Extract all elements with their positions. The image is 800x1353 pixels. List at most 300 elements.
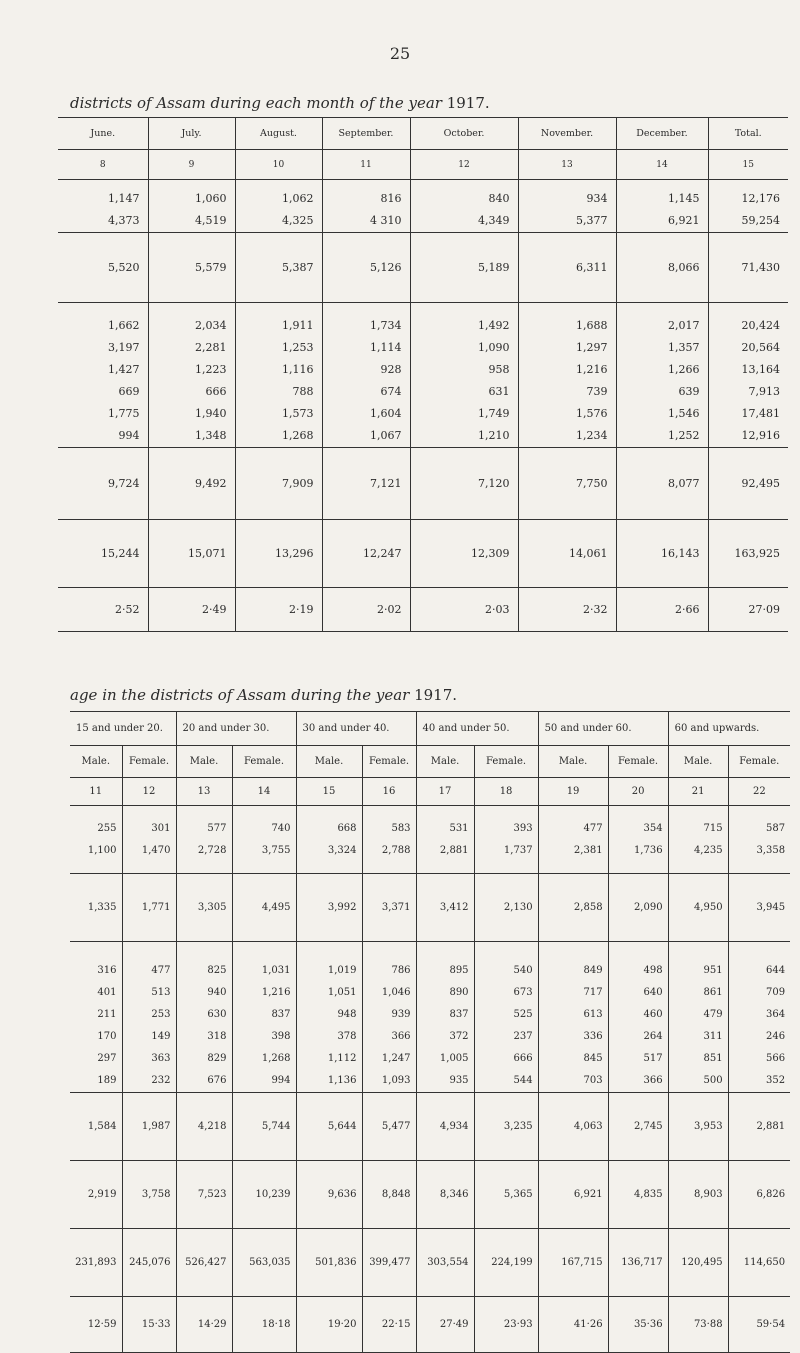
sex-header: Male.: [416, 746, 474, 778]
cell-value: 10,239: [255, 1189, 291, 1200]
column-number: 12: [410, 150, 518, 180]
table-cell: [58, 233, 148, 303]
table-cell: [410, 588, 518, 632]
cell-value: 1,252: [668, 429, 700, 442]
cell-value: 1,019: [327, 965, 357, 976]
cell-value: 35·36: [633, 1319, 663, 1330]
cell-value: 1,005: [439, 1053, 469, 1064]
cell-value: 311: [703, 1031, 723, 1042]
table-cell: [538, 1093, 608, 1161]
cell-value: 825: [207, 965, 227, 976]
table-cell: [538, 1297, 608, 1353]
cell-value: 739: [586, 385, 608, 398]
cell-value: 709: [765, 987, 786, 998]
table-cell: [728, 942, 790, 1093]
table-cell: [176, 1297, 232, 1353]
cell-value: 837: [271, 1009, 291, 1020]
column-header: December.: [616, 118, 708, 150]
table-cell: [176, 942, 232, 1093]
table-cell: [608, 806, 668, 874]
table-cell: [232, 1297, 296, 1353]
page-number: 25: [389, 44, 411, 63]
cell-value: 669: [118, 385, 140, 398]
cell-value: 2·32: [583, 603, 608, 616]
cell-value: 513: [151, 987, 171, 998]
cell-value: 5,477: [381, 1121, 411, 1132]
table-row-group: [70, 1229, 790, 1297]
cell-value: 5,387: [282, 261, 314, 274]
cell-value: 895: [449, 965, 469, 976]
cell-value: 1,268: [282, 429, 314, 442]
cell-value: 303,554: [427, 1257, 469, 1268]
cell-value: 1,662: [108, 319, 140, 332]
cell-value: 544: [513, 1075, 533, 1086]
cell-value: 364: [765, 1009, 786, 1020]
cell-value: 3,953: [693, 1121, 723, 1132]
table2-heading-text: age in the districts of Assam during the year: [70, 686, 410, 704]
cell-value: 27·49: [439, 1319, 469, 1330]
sex-header: Male.: [70, 746, 122, 778]
table-cell: [362, 1161, 416, 1229]
cell-value: 7,909: [282, 477, 314, 490]
cell-value: 1,223: [195, 363, 227, 376]
table-cell: [148, 180, 235, 233]
cell-value: 3,324: [327, 845, 357, 856]
cell-value: 673: [513, 987, 533, 998]
cell-value: 1,210: [478, 429, 510, 442]
cell-value: 786: [391, 965, 411, 976]
age-group-header: 60 and upwards.: [668, 712, 790, 746]
cell-value: 1,348: [195, 429, 227, 442]
cell-value: 668: [337, 823, 357, 834]
cell-value: 4,519: [195, 214, 227, 227]
cell-value: 9,636: [327, 1189, 357, 1200]
cell-value: 5,365: [503, 1189, 533, 1200]
age-group-header: 15 and under 20.: [70, 712, 176, 746]
cell-value: 1,031: [261, 965, 291, 976]
cell-value: 4,934: [439, 1121, 469, 1132]
cell-value: 2,034: [195, 319, 227, 332]
table-cell: [474, 1161, 538, 1229]
cell-value: 703: [583, 1075, 603, 1086]
table-cell: [416, 806, 474, 874]
cell-value: 1,067: [370, 429, 402, 442]
cell-value: 715: [703, 823, 723, 834]
table1-heading-text: districts of Assam during each month of the year: [70, 94, 442, 112]
cell-value: 12·59: [87, 1319, 117, 1330]
cell-value: 15·33: [141, 1319, 171, 1330]
column-number: 10: [235, 150, 322, 180]
table-cell: [362, 874, 416, 942]
column-header: Total.: [708, 118, 788, 150]
column-number: 19: [538, 778, 608, 806]
cell-value: 640: [643, 987, 663, 998]
cell-value: 845: [583, 1053, 603, 1064]
cell-value: 4,235: [693, 845, 723, 856]
table-cell: [668, 806, 728, 874]
column-number: 15: [296, 778, 362, 806]
cell-value: 1,987: [141, 1121, 171, 1132]
cell-value: 613: [583, 1009, 603, 1020]
cell-value: 59,254: [741, 214, 780, 227]
cell-value: 170: [97, 1031, 117, 1042]
cell-value: 245,076: [129, 1257, 171, 1268]
table-cell: [538, 942, 608, 1093]
cell-value: 4,218: [197, 1121, 227, 1132]
cell-value: 666: [513, 1053, 533, 1064]
cell-value: 2·49: [202, 603, 227, 616]
cell-value: 7,523: [197, 1189, 227, 1200]
table-cell: [728, 1161, 790, 1229]
age-group-header: 20 and under 30.: [176, 712, 296, 746]
cell-value: 136,717: [621, 1257, 663, 1268]
column-number: 16: [362, 778, 416, 806]
table-cell: [518, 588, 616, 632]
cell-value: 851: [703, 1053, 723, 1064]
table-cell: [322, 303, 410, 448]
cell-value: 1,051: [327, 987, 357, 998]
cell-value: 861: [703, 987, 723, 998]
table-cell: [232, 1161, 296, 1229]
cell-value: 1,268: [261, 1053, 291, 1064]
cell-value: 3,371: [381, 902, 411, 913]
column-number: 15: [708, 150, 788, 180]
cell-value: 5,744: [261, 1121, 291, 1132]
cell-value: 73·88: [693, 1319, 723, 1330]
cell-value: 1,093: [381, 1075, 411, 1086]
cell-value: 2·03: [485, 603, 510, 616]
column-number: 8: [58, 150, 148, 180]
cell-value: 92,495: [741, 477, 780, 490]
table-cell: [474, 1297, 538, 1353]
table-row-group: [58, 588, 788, 632]
cell-value: 816: [380, 192, 402, 205]
cell-value: 3,412: [439, 902, 469, 913]
cell-value: 189: [97, 1075, 117, 1086]
cell-value: 1,247: [381, 1053, 411, 1064]
column-number: 11: [322, 150, 410, 180]
cell-value: 14·29: [197, 1319, 227, 1330]
cell-value: 583: [391, 823, 411, 834]
cell-value: 740: [271, 823, 291, 834]
cell-value: 1,136: [327, 1075, 357, 1086]
table-cell: [410, 303, 518, 448]
cell-value: 1,297: [576, 341, 608, 354]
column-number: 17: [416, 778, 474, 806]
table-cell: [538, 806, 608, 874]
sex-header: Female.: [122, 746, 176, 778]
table-cell: [148, 520, 235, 588]
cell-value: 1,234: [576, 429, 608, 442]
table-cell: [122, 1229, 176, 1297]
column-header: October.: [410, 118, 518, 150]
cell-value: 666: [205, 385, 227, 398]
cell-value: 951: [703, 965, 723, 976]
cell-value: 3,992: [327, 902, 357, 913]
cell-value: 12,176: [741, 192, 780, 205]
table-cell: [362, 942, 416, 1093]
table-cell: [322, 448, 410, 520]
cell-value: 8,848: [381, 1189, 411, 1200]
cell-value: 837: [449, 1009, 469, 1020]
cell-value: 4,325: [282, 214, 314, 227]
cell-value: 644: [765, 965, 786, 976]
cell-value: 935: [449, 1075, 469, 1086]
column-number: 13: [518, 150, 616, 180]
cell-value: 2,919: [87, 1189, 117, 1200]
cell-value: 6,826: [756, 1189, 786, 1200]
table-cell: [70, 1229, 122, 1297]
table-cell: [235, 303, 322, 448]
table-cell: [474, 806, 538, 874]
table-row-group: [58, 233, 788, 303]
table-cell: [416, 1297, 474, 1353]
table-cell: [70, 942, 122, 1093]
cell-value: 2·52: [115, 603, 140, 616]
table1-heading-year: 1917.: [446, 94, 490, 112]
table-cell: [58, 180, 148, 233]
table-cell: [58, 588, 148, 632]
cell-value: 994: [118, 429, 140, 442]
table-cell: [70, 1297, 122, 1353]
cell-value: 2,858: [573, 902, 603, 913]
table-cell: [538, 1161, 608, 1229]
table-cell: [518, 180, 616, 233]
cell-value: 940: [207, 987, 227, 998]
table-cell: [176, 1093, 232, 1161]
cell-value: 829: [207, 1053, 227, 1064]
table-cell: [362, 1229, 416, 1297]
cell-value: 4,063: [573, 1121, 603, 1132]
cell-value: 531: [449, 823, 469, 834]
table-cell: [122, 942, 176, 1093]
cell-value: 2·02: [377, 603, 402, 616]
table-cell: [708, 588, 788, 632]
cell-value: 4,349: [478, 214, 510, 227]
cell-value: 13,296: [275, 547, 314, 560]
cell-value: 1,216: [576, 363, 608, 376]
table-cell: [122, 806, 176, 874]
cell-value: 1,573: [282, 407, 314, 420]
cell-value: 2,090: [633, 902, 663, 913]
cell-value: 14,061: [569, 547, 608, 560]
cell-value: 2·66: [675, 603, 700, 616]
table-cell: [538, 874, 608, 942]
table-cell: [235, 448, 322, 520]
cell-value: 1,576: [576, 407, 608, 420]
table-cell: [474, 1093, 538, 1161]
cell-value: 41·26: [573, 1319, 603, 1330]
table-cell: [728, 874, 790, 942]
table2-sex-header-row: [70, 746, 790, 778]
column-number: 18: [474, 778, 538, 806]
cell-value: 1,604: [370, 407, 402, 420]
table-cell: [668, 1297, 728, 1353]
sex-header: Male.: [668, 746, 728, 778]
cell-value: 301: [151, 823, 171, 834]
cell-value: 23·93: [503, 1319, 533, 1330]
table-cell: [296, 874, 362, 942]
column-number: 21: [668, 778, 728, 806]
cell-value: 59·54: [756, 1319, 786, 1330]
table-row-group: [70, 1161, 790, 1229]
table-cell: [232, 874, 296, 942]
table-cell: [668, 1229, 728, 1297]
cell-value: 8,346: [439, 1189, 469, 1200]
cell-value: 5,126: [370, 261, 402, 274]
cell-value: 352: [765, 1075, 786, 1086]
cell-value: 477: [583, 823, 603, 834]
cell-value: 7,750: [576, 477, 608, 490]
table-cell: [708, 448, 788, 520]
cell-value: 1,335: [87, 902, 117, 913]
cell-value: 372: [449, 1031, 469, 1042]
table-row-group: [58, 180, 788, 233]
table-cell: [70, 1161, 122, 1229]
cell-value: 1,062: [282, 192, 314, 205]
column-header: November.: [518, 118, 616, 150]
table-cell: [176, 1161, 232, 1229]
cell-value: 934: [586, 192, 608, 205]
cell-value: 5,579: [195, 261, 227, 274]
cell-value: 1,090: [478, 341, 510, 354]
table-cell: [410, 520, 518, 588]
table-cell: [296, 942, 362, 1093]
sex-header: Female.: [474, 746, 538, 778]
cell-value: 114,650: [743, 1257, 786, 1268]
monthly-statistics-table: [58, 117, 788, 632]
table-cell: [322, 588, 410, 632]
cell-value: 5,520: [108, 261, 140, 274]
cell-value: 3,358: [756, 845, 786, 856]
cell-value: 231,893: [75, 1257, 117, 1268]
cell-value: 928: [380, 363, 402, 376]
cell-value: 630: [207, 1009, 227, 1020]
age-group-header: 50 and under 60.: [538, 712, 668, 746]
cell-value: 788: [292, 385, 314, 398]
cell-value: 2,788: [381, 845, 411, 856]
cell-value: 5,189: [478, 261, 510, 274]
cell-value: 1,100: [87, 845, 117, 856]
table-cell: [58, 303, 148, 448]
column-header: July.: [148, 118, 235, 150]
table-cell: [608, 942, 668, 1093]
cell-value: 1,492: [478, 319, 510, 332]
cell-value: 2,728: [197, 845, 227, 856]
cell-value: 3,197: [108, 341, 140, 354]
table-cell: [668, 874, 728, 942]
cell-value: 363: [151, 1053, 171, 1064]
table-row-group: [70, 874, 790, 942]
cell-value: 211: [97, 1009, 117, 1020]
table-cell: [148, 233, 235, 303]
table-cell: [616, 180, 708, 233]
table2-column-number-row: [70, 778, 790, 806]
cell-value: 4,950: [693, 902, 723, 913]
table-cell: [728, 806, 790, 874]
column-header: September.: [322, 118, 410, 150]
table-cell: [176, 806, 232, 874]
table-cell: [668, 1161, 728, 1229]
cell-value: 399,477: [369, 1257, 411, 1268]
cell-value: 1,266: [668, 363, 700, 376]
sex-header: Female.: [232, 746, 296, 778]
cell-value: 994: [271, 1075, 291, 1086]
table1-header-row: [58, 118, 788, 150]
cell-value: 6,921: [668, 214, 700, 227]
table-row-group: [58, 520, 788, 588]
cell-value: 8,066: [668, 261, 700, 274]
sex-header: Female.: [728, 746, 790, 778]
cell-value: 958: [488, 363, 510, 376]
table-cell: [176, 1229, 232, 1297]
table-cell: [122, 874, 176, 942]
table-cell: [362, 1093, 416, 1161]
column-number: 14: [616, 150, 708, 180]
sex-header: Male.: [296, 746, 362, 778]
sex-header: Male.: [538, 746, 608, 778]
table-cell: [518, 233, 616, 303]
cell-value: 255: [97, 823, 117, 834]
cell-value: 577: [207, 823, 227, 834]
cell-value: 163,925: [734, 547, 780, 560]
cell-value: 4 310: [370, 214, 402, 227]
cell-value: 500: [703, 1075, 723, 1086]
cell-value: 5,644: [327, 1121, 357, 1132]
cell-value: 18·18: [261, 1319, 291, 1330]
table-cell: [474, 874, 538, 942]
column-header: June.: [58, 118, 148, 150]
table-row-group: [70, 806, 790, 874]
cell-value: 1,911: [282, 319, 314, 332]
table-cell: [538, 1229, 608, 1297]
sex-header: Male.: [176, 746, 232, 778]
age-group-statistics-table: [70, 711, 790, 1353]
table-cell: [122, 1093, 176, 1161]
cell-value: 2,130: [503, 902, 533, 913]
table-cell: [410, 180, 518, 233]
cell-value: 498: [643, 965, 663, 976]
cell-value: 1,427: [108, 363, 140, 376]
cell-value: 1,357: [668, 341, 700, 354]
cell-value: 15,244: [101, 547, 140, 560]
cell-value: 1,737: [503, 845, 533, 856]
cell-value: 460: [643, 1009, 663, 1020]
table2-heading-year: 1917.: [414, 686, 458, 704]
table-cell: [728, 1093, 790, 1161]
table-cell: [296, 1161, 362, 1229]
cell-value: 8,077: [668, 477, 700, 490]
table-cell: [474, 1229, 538, 1297]
cell-value: 16,143: [661, 547, 700, 560]
table-cell: [616, 233, 708, 303]
cell-value: 1,470: [141, 845, 171, 856]
table-cell: [608, 1093, 668, 1161]
cell-value: 1,734: [370, 319, 402, 332]
cell-value: 8,903: [693, 1189, 723, 1200]
table-cell: [608, 1229, 668, 1297]
table-cell: [235, 180, 322, 233]
cell-value: 717: [583, 987, 603, 998]
table-cell: [176, 874, 232, 942]
cell-value: 167,715: [561, 1257, 603, 1268]
cell-value: 9,724: [108, 477, 140, 490]
table-cell: [232, 1229, 296, 1297]
table-cell: [70, 1093, 122, 1161]
table-cell: [668, 1093, 728, 1161]
cell-value: 7,120: [478, 477, 510, 490]
cell-value: 1,060: [195, 192, 227, 205]
